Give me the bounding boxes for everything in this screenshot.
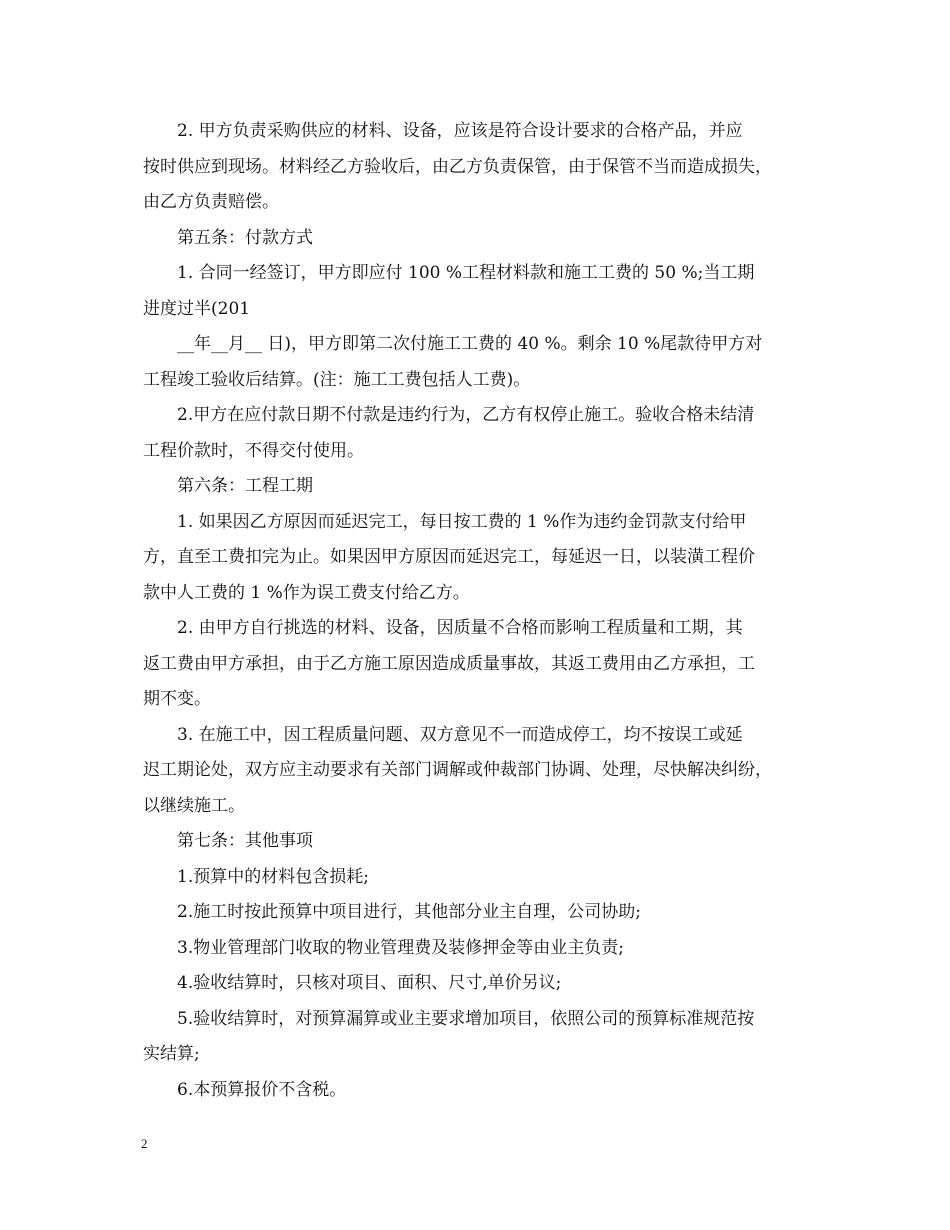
text-line: 2. 由甲方自行挑选的材料、设备，因质量不合格而影响工程质量和工期，其 [177, 618, 743, 638]
text-line: 1. 合同一经签订，甲方即应付 100 %工程材料款和施工工费的 50 %;当工期 [177, 263, 755, 283]
text-line: 2.施工时按此预算中项目进行，其他部分业主自理，公司协助; [177, 902, 641, 922]
text-line: 3.物业管理部门收取的物业管理费及装修押金等由业主负责; [177, 937, 624, 958]
text-line: 第六条：工程工期 [177, 476, 313, 496]
page-number: 2 [141, 1136, 148, 1151]
text-line: 1. 如果因乙方原因而延迟完工，每日按工费的 1 %作为违约金罚款支付给甲 [177, 511, 747, 532]
text-line: 2. 甲方负责采购供应的材料、设备，应该是符合设计要求的合格产品，并应 [177, 121, 743, 141]
text-line: 以继续施工。 [143, 795, 245, 816]
text-line: __年__月__ 日)，甲方即第二次付施工工费的 40 %。剩余 10 %尾款待甲方对 [177, 334, 763, 354]
document-body [143, 114, 823, 1108]
text-line: 1.预算中的材料包含损耗; [177, 866, 369, 887]
text-line: 由乙方负责赔偿。 [143, 192, 279, 212]
text-line: 3. 在施工中，因工程质量问题、双方意见不一而造成停工，均不按误工或延 [177, 724, 743, 745]
text-line: 方，直至工费扣完为止。如果因甲方原因而延迟完工，每延迟一日，以装潢工程价 [143, 547, 755, 567]
text-line: 进度过半(201 [143, 298, 251, 319]
text-line: 按时供应到现场。材料经乙方验收后，由乙方负责保管，由于保管不当而造成损失， [143, 156, 772, 177]
text-line: 6.本预算报价不含税。 [177, 1079, 347, 1100]
text-line: 实结算; [143, 1044, 200, 1064]
text-line: 期不变。 [143, 689, 211, 709]
text-line: 第五条：付款方式 [177, 227, 313, 248]
text-line: 5.验收结算时，对预算漏算或业主要求增加项目，依照公司的预算标准规范按 [177, 1008, 755, 1029]
text-line: 第七条：其他事项 [177, 831, 313, 851]
text-line: 款中人工费的 1 %作为误工费支付给乙方。 [143, 582, 470, 603]
text-line: 工程竣工验收后结算。(注：施工工费包括人工费)。 [143, 369, 531, 390]
text-line: 迟工期论处，双方应主动要求有关部门调解或仲裁部门协调、处理，尽快解决纠纷， [143, 760, 772, 780]
text-line: 2.甲方在应付款日期不付款是违约行为，乙方有权停止施工。验收合格未结清 [177, 405, 755, 425]
text-line: 工程价款时，不得交付使用。 [143, 440, 364, 461]
text-line: 4.验收结算时，只核对项目、面积、尺寸,单价另议; [177, 973, 562, 993]
text-line: 返工费由甲方承担，由于乙方施工原因造成质量事故，其返工费用由乙方承担，工 [143, 653, 755, 674]
